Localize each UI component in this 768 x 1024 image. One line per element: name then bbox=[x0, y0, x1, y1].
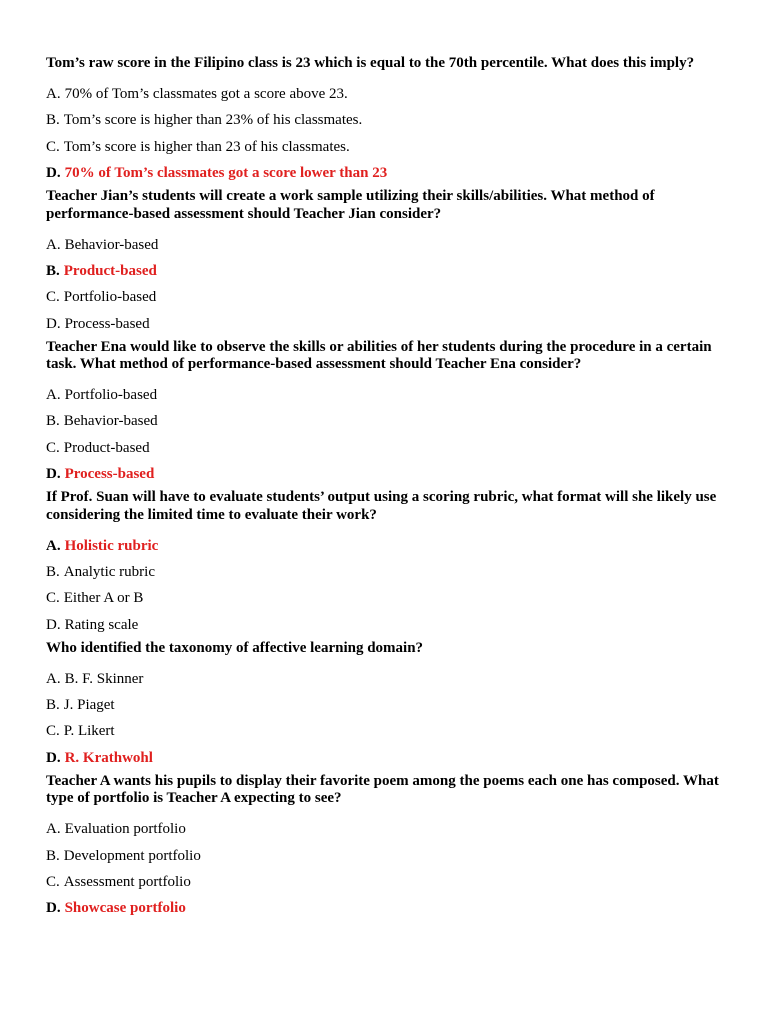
option-text: 70% of Tom’s classmates got a score lower than 23 bbox=[64, 165, 388, 182]
question-text: Tom’s raw score in the Filipino class is 23 which is equal to the 70th percentile. What does this imply? bbox=[46, 55, 695, 71]
option-d bbox=[46, 161, 736, 187]
option-letter: B. bbox=[46, 564, 60, 581]
question-text: Teacher Ena would like to observe the skills or abilities of her students during the procedure in a certain task. What method of performance-based assessment should Teacher Ena consider? bbox=[46, 338, 712, 373]
option-letter: A. bbox=[46, 821, 61, 838]
option-a bbox=[46, 666, 736, 692]
option-text: Development portfolio bbox=[63, 847, 201, 864]
question-text: Teacher Jian’s students will create a work sample utilizing their skills/abilities. What method of performance-based assessment should Teacher Jian consider? bbox=[46, 188, 655, 222]
option-text: Process-based bbox=[64, 315, 150, 332]
option-d bbox=[46, 745, 736, 771]
document-page bbox=[46, 54, 736, 922]
option-text: Behavior-based bbox=[64, 236, 159, 253]
option-text: Rating scale bbox=[64, 616, 139, 633]
option-text: Either A or B bbox=[63, 590, 144, 607]
option-text: Analytic rubric bbox=[63, 564, 155, 581]
option-text: Tom’s score is higher than 23 of his classmates. bbox=[63, 138, 350, 155]
option-letter: C. bbox=[46, 874, 60, 891]
option-letter: A. bbox=[46, 85, 61, 102]
option-c bbox=[46, 435, 736, 461]
option-text: P. Likert bbox=[63, 723, 115, 740]
option-text: Assessment portfolio bbox=[63, 874, 191, 891]
option-letter: B. bbox=[46, 847, 60, 864]
option-text: Portfolio-based bbox=[64, 387, 158, 404]
question-block-1 bbox=[46, 54, 736, 187]
option-letter: C. bbox=[46, 723, 60, 740]
option-text: Showcase portfolio bbox=[64, 900, 186, 917]
question-block-3 bbox=[46, 338, 736, 489]
option-letter: C. bbox=[46, 439, 60, 456]
option-text: Product-based bbox=[63, 262, 157, 279]
option-text: J. Piaget bbox=[63, 697, 115, 714]
option-b bbox=[46, 693, 736, 719]
option-b bbox=[46, 843, 736, 869]
option-c bbox=[46, 586, 736, 612]
option-text: Process-based bbox=[64, 466, 155, 483]
option-b bbox=[46, 409, 736, 435]
option-letter: D. bbox=[46, 749, 61, 766]
option-text: Product-based bbox=[63, 439, 150, 456]
question-block-6 bbox=[46, 772, 736, 923]
option-c bbox=[46, 719, 736, 745]
option-letter: D. bbox=[46, 466, 61, 483]
option-letter: A. bbox=[46, 236, 61, 253]
option-letter: B. bbox=[46, 262, 60, 279]
option-c bbox=[46, 134, 736, 160]
option-b bbox=[46, 108, 736, 134]
option-d bbox=[46, 896, 736, 922]
option-text: Evaluation portfolio bbox=[64, 821, 186, 838]
option-c bbox=[46, 285, 736, 311]
option-a bbox=[46, 82, 736, 108]
option-text: Behavior-based bbox=[63, 413, 158, 430]
option-d bbox=[46, 311, 736, 337]
question-text: Teacher A wants his pupils to display their favorite poem among the poems each one has composed. What type of portfolio is Teacher A expecting to see? bbox=[46, 772, 719, 807]
option-letter: A. bbox=[46, 670, 61, 687]
option-b bbox=[46, 560, 736, 586]
option-a bbox=[46, 533, 736, 559]
question-block-4 bbox=[46, 488, 736, 639]
option-letter: B. bbox=[46, 697, 60, 714]
option-letter: A. bbox=[46, 537, 61, 554]
question-text: If Prof. Suan will have to evaluate students’ output using a scoring rubric, what format will she likely use considering the limited time to evaluate their work? bbox=[46, 489, 717, 523]
question-block-5 bbox=[46, 639, 736, 772]
option-letter: C. bbox=[46, 138, 60, 155]
option-d bbox=[46, 612, 736, 638]
option-letter: D. bbox=[46, 900, 61, 917]
option-letter: D. bbox=[46, 315, 61, 332]
question-text: Who identified the taxonomy of affective learning domain? bbox=[46, 639, 424, 656]
option-letter: C. bbox=[46, 289, 60, 306]
question-block-2 bbox=[46, 187, 736, 338]
option-letter: A. bbox=[46, 387, 61, 404]
option-text: Tom’s score is higher than 23% of his classmates. bbox=[63, 112, 363, 129]
option-a bbox=[46, 817, 736, 843]
option-letter: C. bbox=[46, 590, 60, 607]
option-letter: D. bbox=[46, 616, 61, 633]
option-a bbox=[46, 383, 736, 409]
option-b bbox=[46, 258, 736, 284]
option-letter: B. bbox=[46, 112, 60, 129]
option-letter: D. bbox=[46, 165, 61, 182]
option-text: 70% of Tom’s classmates got a score above 23. bbox=[64, 85, 348, 102]
option-a bbox=[46, 232, 736, 258]
option-text: R. Krathwohl bbox=[64, 749, 153, 766]
option-d bbox=[46, 462, 736, 488]
option-letter: B. bbox=[46, 413, 60, 430]
option-c bbox=[46, 870, 736, 896]
option-text: B. F. Skinner bbox=[64, 670, 144, 687]
option-text: Portfolio-based bbox=[63, 289, 157, 306]
option-text: Holistic rubric bbox=[64, 537, 159, 554]
